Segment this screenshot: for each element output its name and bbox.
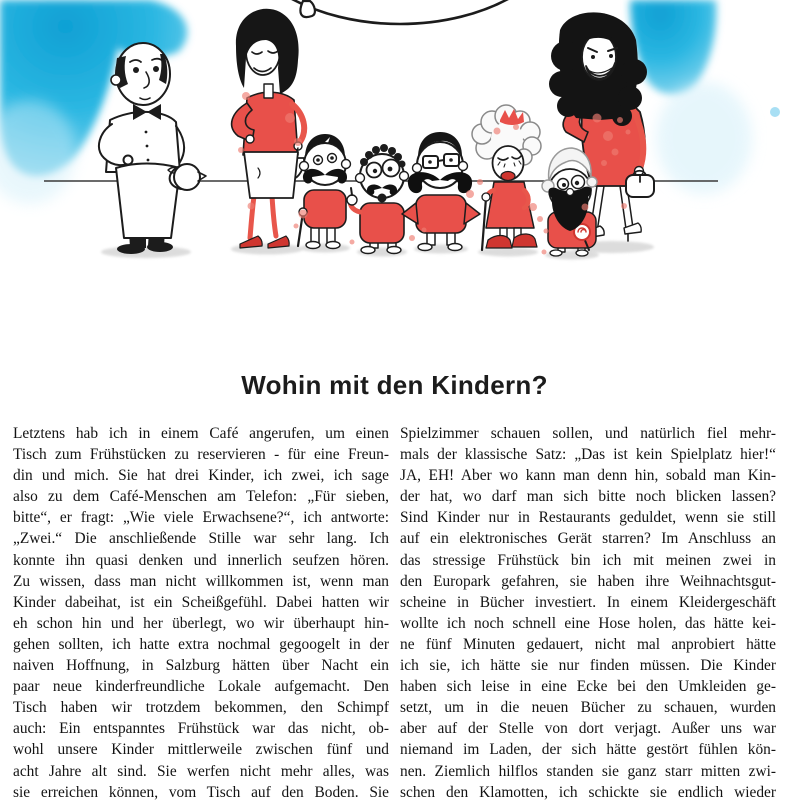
text-line: setzt, um in die neuen Bücher zu schauen, wurden: [400, 699, 776, 717]
text-line: „Zwei.“ Die anschließende Stille war sehr lang. Ich: [13, 530, 389, 548]
text-line: auf ein elektronisches Gerät starren? Im Anschluss an: [400, 530, 776, 548]
text-line: din und mich. Sie hat drei Kinder, ich zwei, ich sage: [13, 467, 389, 485]
text-line: ich sie, ich hätte sie nur finden müssen. Die Kinder: [400, 657, 776, 675]
text-line: haben sich leise in eine Ecke bei den Umkleiden ge-: [400, 678, 776, 696]
cartoon-illustration: [0, 0, 789, 265]
text-line: bitte“, er fragt: „Wie viele Erwachsene?“, ich antworte:: [13, 509, 389, 527]
text-line: mals der klassische Satz: „Das ist kein Spielplatz hier!“: [400, 446, 776, 464]
text-line: sie erreichen können, vom Tisch auf den Boden. Sie: [13, 783, 389, 801]
text-line: Zu wissen, dass man nicht willkommen ist, wenn man: [13, 572, 389, 590]
speech-bubble-tail: [300, 1, 314, 17]
text-line: wollte ich noch schnell eine Hose holen, das hätte kei-: [400, 614, 776, 632]
text-line: Spielzimmer schauen sollen, und natürlich fiel mehr-: [400, 425, 776, 442]
text-line: der hat, wo darf man sich bitte noch blicken lassen?: [400, 488, 776, 506]
article-title: Wohin mit den Kindern?: [241, 370, 548, 400]
text-line: Sind Kinder nur in Restaurants geduldet, wenn sie still: [400, 509, 776, 527]
text-line: niemand im Laden, der sich hätte gestört fühlen kön-: [400, 741, 776, 759]
text-line: naiven Hoffnung, in Salzburg hätten über Nacht ein: [13, 657, 389, 675]
text-line: paar neue kinderfreundliche Lokale aufgemacht. Den: [13, 678, 389, 696]
waiter-figure: [99, 43, 206, 254]
text-line: Tisch zum Frühstücken zu reservieren - für eine Freun-: [13, 446, 389, 464]
text-line: Kinder dabeihat, ist ein Scheißgefühl. Dabei hatten wir: [13, 593, 389, 611]
text-line: Letztens hab ich in einem Café angerufen, um einen: [13, 425, 389, 442]
text-line: acht Jahre alt sind. Sie werfen nicht mehr alles, was: [13, 762, 389, 780]
text-line: also zu dem Café-Menschen am Telefon: „Für sieben,: [13, 488, 389, 506]
article-column-right: [400, 423, 776, 801]
kid-oldman-figure: [542, 148, 597, 256]
text-line: Tisch haben wir trotzdem bekommen, den Schimpf: [13, 699, 389, 717]
text-line: JA, EH! Aber wo kann man denn hin, sobald man Kin-: [400, 467, 776, 485]
kid-grandma-figure: [472, 105, 541, 250]
sky-patch-right: [630, 0, 780, 194]
text-line: schen den Klamotten, ich schickte sie endlich wieder: [400, 783, 776, 801]
text-line: gehen sollten, ich hatte extra nochmal gegoogelt in der: [13, 635, 389, 653]
text-line: auch: Ein entspanntes Frühstück war das nicht, ob-: [13, 720, 389, 738]
red-lips: [501, 172, 515, 181]
text-line: konnte ihn quasi denken und innerlich seufzen hören.: [13, 551, 389, 569]
mother-bob-figure: [232, 9, 305, 248]
oversized-heels: [486, 236, 512, 249]
text-line: eh schon hin und her überlegt, wo wir überhaupt hin-: [13, 614, 389, 632]
cane: [482, 198, 486, 250]
sky-dot: [770, 107, 780, 117]
text-line: das stressige Frühstück bin ich mit meinen zwei in: [400, 551, 776, 569]
text-line: aber auf der Stelle von dort verjagt. Außer uns war: [400, 720, 776, 738]
article-column-left: [13, 423, 389, 801]
text-line: nen. Ziemlich hilflos standen sie ganz starr mitten zwi-: [400, 762, 776, 780]
text-line: ne fünf Minuten gedauert, nicht mal anprobiert hätte: [400, 635, 776, 653]
white-handbag: [626, 171, 654, 197]
kid-moustache-figure: [298, 134, 351, 249]
text-line: wohl unsere Kinder mittlerweile zwischen fünf und: [13, 741, 389, 759]
kid-fuzzy-figure: [347, 144, 409, 254]
text-line: scheine in Bücher investiert. In einem Kleidergeschäft: [400, 593, 776, 611]
text-line: den Europark gefahren, sie haben ihre Weihnachtsgut-: [400, 572, 776, 590]
